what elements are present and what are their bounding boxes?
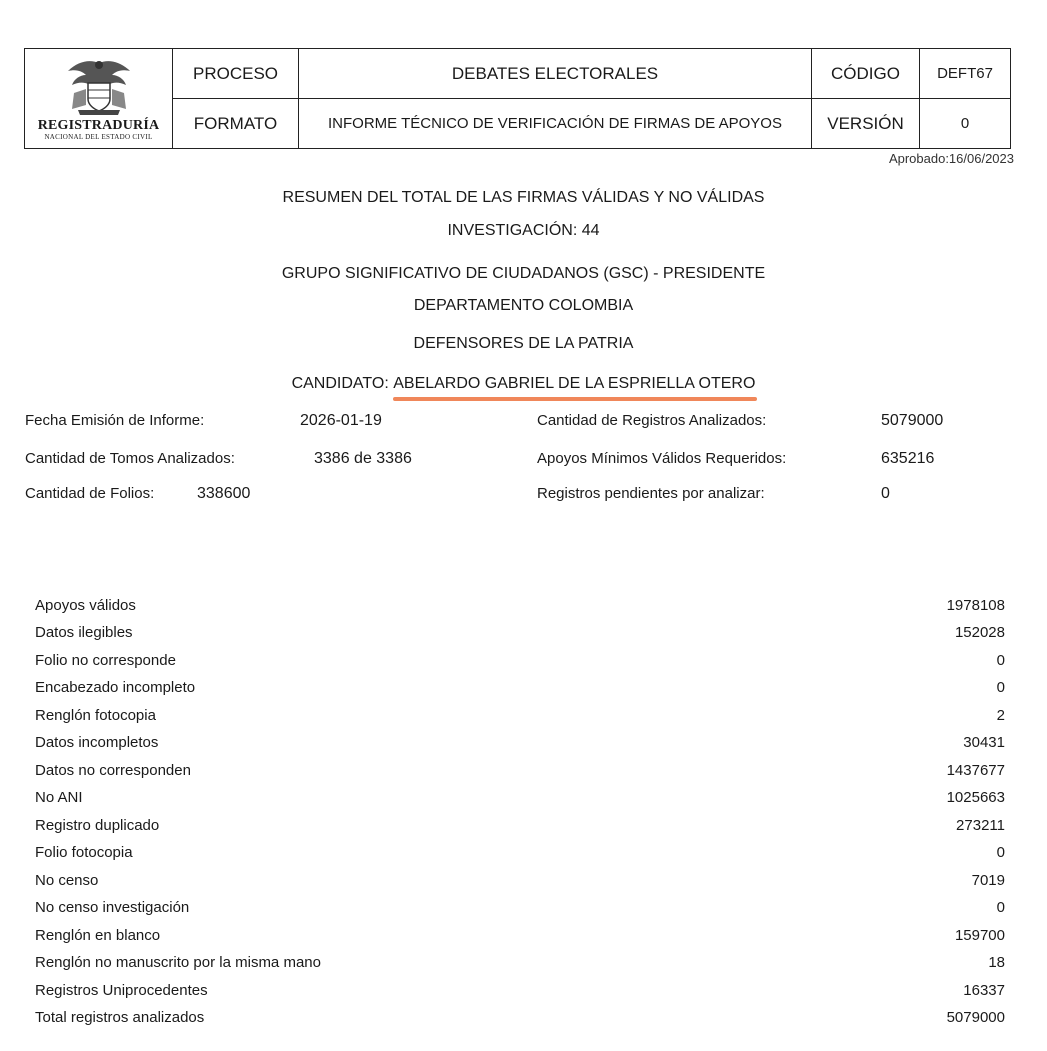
fecha-value: 2026-01-19 — [300, 412, 382, 429]
department: DEPARTAMENTO COLOMBIA — [413, 297, 634, 314]
fecha-label: Fecha Emisión de Informe: — [25, 412, 205, 429]
summary-value: 5079000 — [946, 1009, 1005, 1026]
summary-label: Renglón en blanco — [35, 927, 161, 944]
summary-value: 30431 — [963, 734, 1005, 751]
summary-value: 2 — [996, 707, 1005, 724]
registros-label: Cantidad de Registros Analizados: — [537, 412, 767, 429]
summary-value: 1025663 — [946, 789, 1005, 806]
candidate-name: ABELARDO GABRIEL DE LA ESPRIELLA OTERO — [393, 375, 756, 392]
logo-subtitle: NACIONAL DEL ESTADO CIVIL — [44, 132, 153, 141]
summary-label: Apoyos válidos — [35, 597, 136, 614]
codigo-label: CÓDIGO — [812, 49, 920, 99]
folios-label: Cantidad de Folios: — [25, 485, 155, 502]
summary-label: Datos no corresponden — [35, 762, 191, 779]
coat-of-arms-icon — [60, 57, 138, 117]
summary-label: Registro duplicado — [35, 817, 160, 834]
summary-value: 0 — [996, 679, 1005, 696]
pendientes-value: 0 — [881, 485, 890, 502]
version-value: 0 — [920, 99, 1011, 149]
summary-label: No censo investigación — [35, 899, 190, 916]
summary-label: Renglón fotocopia — [35, 707, 156, 724]
summary-value: 1978108 — [946, 597, 1005, 614]
minimos-label: Apoyos Mínimos Válidos Requeridos: — [537, 450, 787, 467]
summary-label: Datos incompletos — [35, 734, 159, 751]
approval-date: Aprobado:16/06/2023 — [888, 151, 1014, 166]
codigo-value: DEFT67 — [920, 49, 1011, 99]
formato-value: INFORME TÉCNICO DE VERIFICACIÓN DE FIRMAS DE APOYOS — [299, 99, 812, 149]
summary-label: Renglón no manuscrito por la misma mano — [35, 954, 321, 971]
registros-value: 5079000 — [881, 412, 944, 429]
candidate-label: CANDIDATO: — [291, 375, 389, 392]
summary-value: 16337 — [963, 982, 1005, 999]
summary-value: 0 — [996, 899, 1005, 916]
folios-value: 338600 — [197, 485, 251, 502]
header-table — [24, 48, 1011, 149]
group-type: GRUPO SIGNIFICATIVO DE CIUDADANOS (GSC) - PRESIDENTE — [281, 265, 766, 282]
summary-value: 159700 — [954, 927, 1005, 944]
version-label: VERSIÓN — [812, 99, 920, 149]
logo-name: REGISTRADURÍA — [37, 117, 160, 133]
summary-label: Datos ilegibles — [35, 624, 133, 641]
tomos-label: Cantidad de Tomos Analizados: — [25, 450, 235, 467]
summary-label: Folio fotocopia — [35, 844, 133, 861]
proceso-label: PROCESO — [173, 49, 299, 99]
summary-label: Total registros analizados — [35, 1009, 205, 1026]
highlight-underline — [393, 397, 757, 401]
pendientes-label: Registros pendientes por analizar: — [537, 485, 765, 502]
summary-value: 152028 — [954, 624, 1005, 641]
summary-label: Folio no corresponde — [35, 652, 176, 669]
proceso-value: DEBATES ELECTORALES — [299, 49, 812, 99]
formato-label: FORMATO — [173, 99, 299, 149]
report-title: RESUMEN DEL TOTAL DE LAS FIRMAS VÁLIDAS Y NO VÁLIDAS — [282, 189, 765, 206]
group-name: DEFENSORES DE LA PATRIA — [413, 335, 634, 352]
summary-value: 7019 — [971, 872, 1005, 889]
minimos-value: 635216 — [881, 450, 935, 467]
logo-cell — [25, 49, 173, 149]
summary-label: Encabezado incompleto — [35, 679, 196, 696]
summary-value: 18 — [988, 954, 1005, 971]
summary-value: 1437677 — [946, 762, 1005, 779]
investigation-number: INVESTIGACIÓN: 44 — [447, 222, 600, 239]
candidate-line — [0, 375, 1047, 393]
tomos-value: 3386 de 3386 — [314, 450, 412, 467]
summary-label: No censo — [35, 872, 99, 889]
summary-value: 0 — [996, 652, 1005, 669]
summary-value: 273211 — [956, 817, 1005, 834]
candidate-name-wrap — [393, 375, 755, 393]
summary-label: Registros Uniprocedentes — [35, 982, 208, 999]
summary-value: 0 — [996, 844, 1005, 861]
summary-label: No ANI — [35, 789, 83, 806]
